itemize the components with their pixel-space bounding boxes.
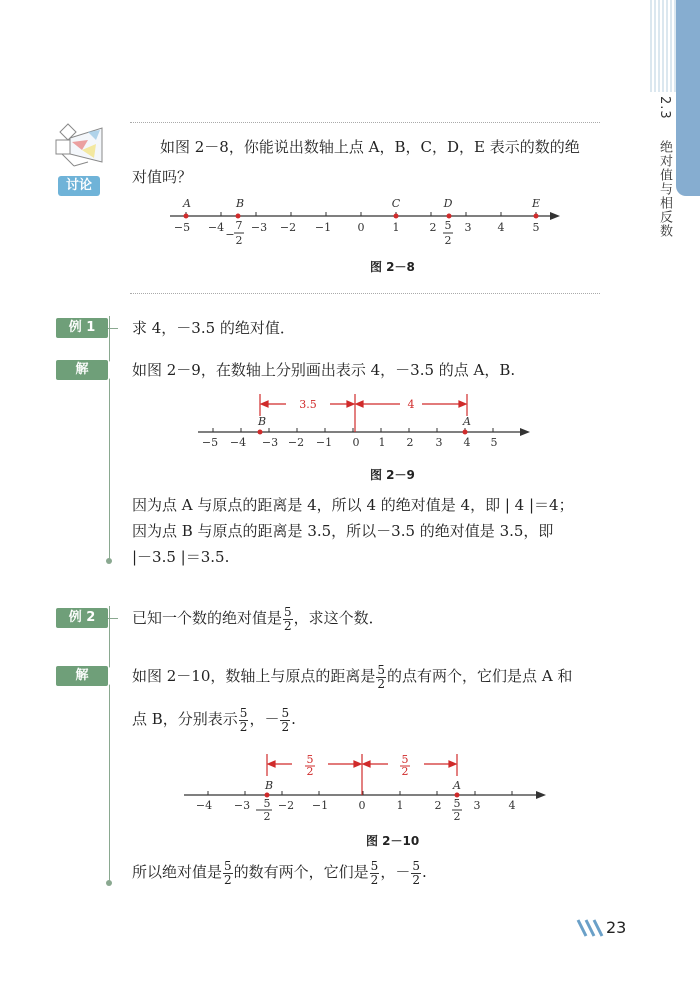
svg-text:A: A <box>463 415 471 428</box>
example1-question: 求 4，－3.5 的绝对值． <box>132 319 295 337</box>
svg-text:2: 2 <box>306 765 314 778</box>
section-side-label <box>652 96 674 238</box>
svg-text:7: 7 <box>235 219 243 232</box>
svg-text:4: 4 <box>407 398 415 411</box>
svg-text:E: E <box>531 197 541 210</box>
svg-text:5: 5 <box>444 219 452 232</box>
svg-text:A: A <box>453 779 461 792</box>
svg-text:5: 5 <box>401 753 409 766</box>
svg-text:2: 2 <box>453 810 461 823</box>
svg-text:4: 4 <box>497 221 505 234</box>
text: . <box>421 863 427 881</box>
svg-text:5: 5 <box>306 753 314 766</box>
svg-text:2: 2 <box>401 765 409 778</box>
svg-text:2: 2 <box>235 234 243 247</box>
fraction: $\frac{5}{2}$ <box>281 705 290 734</box>
svg-text:1: 1 <box>378 436 386 448</box>
svg-text:2: 2 <box>429 221 437 234</box>
svg-text:0: 0 <box>352 436 360 448</box>
svg-text:−5: −5 <box>173 221 191 234</box>
example2-solution-tag: 解 <box>56 666 108 686</box>
svg-text:A: A <box>183 197 191 210</box>
example1-conclusion-2: 因为点 B 与原点的距离是 3.5，所以－3.5 的绝对值是 3.5，即 <box>132 522 554 540</box>
fraction: $\frac{5}{2}$ <box>412 858 420 887</box>
example2-solution-line2 <box>132 704 296 734</box>
text: 所以绝对值是 <box>132 863 223 881</box>
text: ，－ <box>380 863 411 881</box>
discussion-text-line1: 如图 2－8，你能说出数轴上点 A，B，C，D，E 表示的数的绝 <box>160 138 580 156</box>
discussion-tag: 讨论 <box>58 176 100 196</box>
svg-text:−2: −2 <box>277 799 295 812</box>
text: 的数有两个，它们是 <box>233 863 369 881</box>
example2-conclusion <box>132 857 427 887</box>
section-title: 绝对值与相反数 <box>657 139 672 238</box>
figure-2-8-caption: 图 2－8 <box>370 260 415 274</box>
svg-text:1: 1 <box>396 799 404 812</box>
svg-text:3: 3 <box>473 799 481 812</box>
text: 点 B，分别表示 <box>132 710 238 728</box>
example2-question <box>132 603 384 633</box>
example2-rail-end <box>106 880 112 886</box>
example1-connector <box>108 328 118 329</box>
text: ，求这个数． <box>293 609 384 627</box>
svg-text:3: 3 <box>464 221 472 234</box>
figure-2-9-caption: 图 2－9 <box>370 468 415 482</box>
example1-tag: 例 1 <box>56 318 108 338</box>
svg-text:−: − <box>225 228 235 241</box>
svg-text:−3: −3 <box>250 221 268 234</box>
text: . <box>291 710 296 728</box>
svg-text:D: D <box>443 197 453 210</box>
svg-text:B: B <box>235 197 245 210</box>
svg-text:5: 5 <box>532 221 540 234</box>
svg-text:2: 2 <box>406 436 414 448</box>
svg-text:−4: −4 <box>207 221 225 234</box>
example1-rail <box>109 316 110 560</box>
svg-text:C: C <box>391 197 401 210</box>
page-number: 23 <box>606 918 627 937</box>
side-decoration <box>650 0 678 92</box>
fraction: $\frac{5}{2}$ <box>224 858 232 887</box>
svg-text:B: B <box>257 415 267 428</box>
chapter-side-tab <box>676 0 700 196</box>
example2-tag: 例 2 <box>56 608 108 628</box>
figure-2-10-caption: 图 2－10 <box>366 834 420 848</box>
example1-solution-line: 如图 2－9，在数轴上分别画出表示 4，－3.5 的点 A，B. <box>132 361 516 379</box>
svg-text:−4: −4 <box>229 436 247 448</box>
svg-text:2: 2 <box>434 799 442 812</box>
svg-text:−3: −3 <box>261 436 279 448</box>
fraction: $\frac{5}{2}$ <box>377 662 386 691</box>
svg-text:4: 4 <box>508 799 516 812</box>
svg-text:5: 5 <box>263 797 271 810</box>
svg-text:B: B <box>264 779 274 792</box>
svg-text:1: 1 <box>392 221 400 234</box>
discussion-text-line2: 对值吗？ <box>132 168 193 186</box>
svg-text:−1: −1 <box>311 799 329 812</box>
example2-solution-line1 <box>132 661 572 691</box>
svg-text:4: 4 <box>463 436 471 448</box>
text: 的点有两个，它们是点 A 和 <box>387 667 573 685</box>
example1-conclusion-3: |－3.5 |＝3.5. <box>132 548 230 566</box>
divider-bottom <box>130 293 600 294</box>
fraction: $\frac{5}{2}$ <box>239 705 248 734</box>
fraction: $\frac{5}{2}$ <box>370 858 379 887</box>
figure-2-10-number-line <box>180 748 550 828</box>
example2-connector <box>108 618 118 619</box>
fraction: $\frac{5}{2}$ <box>284 604 292 633</box>
figure-2-9-number-line <box>190 388 535 448</box>
figure-2-8-number-line <box>160 194 565 250</box>
svg-text:3.5: 3.5 <box>299 398 317 411</box>
svg-text:−1: −1 <box>315 436 333 448</box>
svg-text:−1: −1 <box>314 221 332 234</box>
svg-text:2: 2 <box>444 234 452 247</box>
svg-text:0: 0 <box>357 221 365 234</box>
svg-text:−5: −5 <box>201 436 219 448</box>
svg-text:−2: −2 <box>279 221 297 234</box>
page-stripes-icon <box>576 918 606 938</box>
example1-solution-tag: 解 <box>56 360 108 380</box>
text: 如图 2－10，数轴上与原点的距离是 <box>132 667 376 685</box>
example2-rail <box>109 606 110 882</box>
section-number: 2.3 <box>657 96 672 120</box>
text: ，－ <box>249 710 280 728</box>
example1-rail-end <box>106 558 112 564</box>
svg-text:−4: −4 <box>195 799 213 812</box>
example1-conclusion-1: 因为点 A 与原点的距离是 4，所以 4 的绝对值是 4，即 | 4 |＝4； <box>132 496 574 514</box>
discussion-illustration-icon <box>52 118 108 174</box>
svg-text:0: 0 <box>358 799 366 812</box>
svg-text:5: 5 <box>453 797 461 810</box>
svg-text:−2: −2 <box>287 436 305 448</box>
svg-text:−3: −3 <box>233 799 251 812</box>
divider-top <box>130 122 600 123</box>
svg-text:2: 2 <box>263 810 271 823</box>
svg-text:3: 3 <box>435 436 443 448</box>
text: 已知一个数的绝对值是 <box>132 609 283 627</box>
svg-text:5: 5 <box>490 436 498 448</box>
